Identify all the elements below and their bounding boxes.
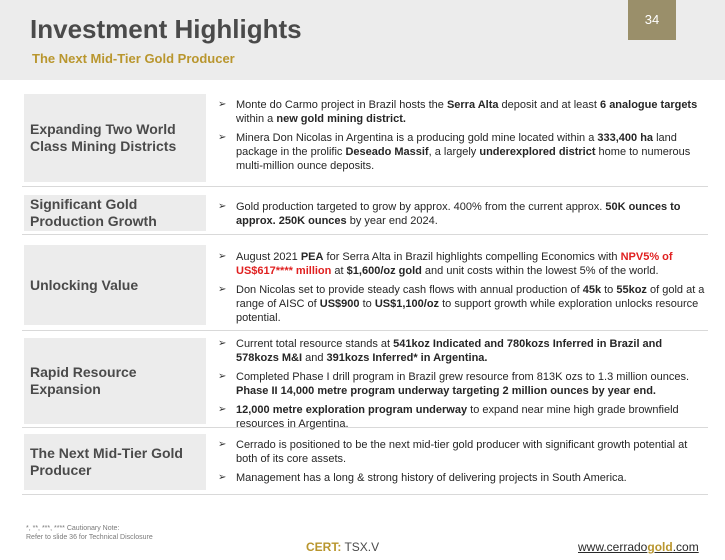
- highlight-row-5: [22, 432, 708, 495]
- bullet-text-segment: underexplored district: [479, 146, 596, 158]
- highlight-row-2: [22, 193, 708, 235]
- bullet-text-segment: Don Nicolas set to provide steady cash flows with annual production of: [236, 284, 583, 296]
- ticker-label: CERT:: [306, 540, 342, 554]
- bullet-text-segment: Cerrado is positioned to be the next mid-tier gold producer with significant growth potential at both of its core assets.: [236, 439, 688, 465]
- row-label: Rapid Resource Expansion: [24, 338, 206, 424]
- bullet-text-segment: land package in the prolific: [236, 132, 677, 158]
- bullet-text-segment: deposit and at least: [498, 99, 601, 111]
- bullet-item: [218, 471, 706, 485]
- row-label: The Next Mid-Tier Gold Producer: [24, 434, 206, 490]
- bullet-text-segment: and unit costs within the lowest 5% of the world.: [421, 265, 659, 277]
- bullet-text-segment: home to numerous multi-million ounce deposits.: [236, 146, 691, 172]
- bullet-text-segment: 333,400 ha: [597, 132, 654, 144]
- ticker-value: TSX.V: [341, 540, 380, 554]
- bullet-text-segment: Gold production targeted to grow by approx. 400% from the current approx.: [236, 201, 606, 213]
- bullet-text-segment: new gold mining district.: [276, 113, 406, 125]
- bullet-text-segment: 50K ounces to approx. 250K ounces: [236, 201, 681, 227]
- bullet-text-segment: 12,000 metre exploration program underway: [236, 404, 468, 416]
- website-link[interactable]: [578, 540, 699, 554]
- row-label: Unlocking Value: [24, 245, 206, 325]
- bullet-item: [218, 337, 706, 365]
- bullet-text-segment: NPV5% of US$617**** million: [236, 251, 673, 277]
- highlight-row-4: [22, 336, 708, 428]
- bullet-text-segment: Minera Don Nicolas in Argentina is a producing gold mine located within a: [236, 132, 598, 144]
- bullet-text-segment: Monte do Carmo project in Brazil hosts the: [236, 99, 447, 111]
- bullet-text-segment: to support growth while exploration unlocks resource potential.: [236, 298, 699, 324]
- bullet-text-segment: Completed Phase I drill program in Brazil grew resource from 813K ozs to 1.3 million ounces.: [236, 371, 690, 383]
- ticker-symbol: [306, 540, 379, 554]
- bullet-text-segment: Current total resource stands at: [236, 338, 394, 350]
- site-brand: gold: [647, 540, 673, 554]
- bullet-text-segment: within a: [236, 113, 277, 125]
- highlight-row-3: [22, 243, 708, 331]
- bullet-item: [218, 200, 706, 228]
- bullet-text-segment: at: [331, 265, 347, 277]
- bullet-text-segment: Management has a long & strong history of delivering projects in South America.: [236, 472, 627, 484]
- bullet-text-segment: US$1,100/oz: [374, 298, 440, 310]
- bullet-item: [218, 403, 706, 431]
- bullet-item: [218, 98, 706, 126]
- bullet-arrow-icon: ➢: [218, 251, 227, 262]
- site-prefix: www.cerrado: [578, 540, 648, 554]
- bullet-text-segment: to: [359, 298, 375, 310]
- bullet-item: [218, 283, 706, 325]
- bullet-arrow-icon: ➢: [218, 371, 227, 382]
- cautionary-footnote: [26, 524, 153, 542]
- bullet-text-segment: for Serra Alta in Brazil highlights compelling Economics with: [323, 251, 621, 263]
- bullet-text-segment: 391kozs Inferred* in Argentina.: [326, 352, 488, 364]
- bullet-list: [218, 98, 706, 178]
- bullet-arrow-icon: ➢: [218, 201, 227, 212]
- bullet-list: [218, 438, 706, 490]
- bullet-list: [218, 200, 706, 233]
- bullet-text-segment: 6 analogue targets: [600, 99, 698, 111]
- bullet-text-segment: and: [302, 352, 327, 364]
- highlight-row-1: [22, 92, 708, 187]
- footnote-line: Refer to slide 36 for Technical Disclosure: [26, 534, 153, 541]
- bullet-text-segment: to: [601, 284, 617, 296]
- row-label: Significant Gold Production Growth: [24, 195, 206, 231]
- bullet-text-segment: $1,600/oz gold: [346, 265, 422, 277]
- page-number-badge: 34: [628, 0, 676, 40]
- bullet-text-segment: by year end 2024.: [346, 215, 438, 227]
- bullet-text-segment: 541koz Indicated and 780kozs Inferred in Brazil and 578kozs M&I: [236, 338, 663, 364]
- bullet-arrow-icon: ➢: [218, 284, 227, 295]
- bullet-list: [218, 337, 706, 436]
- bullet-text-segment: US$900: [319, 298, 360, 310]
- bullet-arrow-icon: ➢: [218, 404, 227, 415]
- row-label: Expanding Two World Class Mining Districts: [24, 94, 206, 182]
- bullet-text-segment: Deseado Massif: [345, 146, 429, 158]
- footnote-line: *, **, ***, **** Cautionary Note:: [26, 525, 120, 532]
- page-subtitle: The Next Mid-Tier Gold Producer: [32, 51, 235, 66]
- bullet-item: [218, 370, 706, 398]
- site-suffix: .com: [672, 540, 699, 554]
- bullet-list: [218, 250, 706, 330]
- bullet-text-segment: 55koz: [616, 284, 647, 296]
- bullet-arrow-icon: ➢: [218, 439, 227, 450]
- bullet-text-segment: Serra Alta: [446, 99, 499, 111]
- bullet-arrow-icon: ➢: [218, 472, 227, 483]
- bullet-arrow-icon: ➢: [218, 132, 227, 143]
- bullet-arrow-icon: ➢: [218, 99, 227, 110]
- bullet-item: [218, 250, 706, 278]
- page-title: Investment Highlights: [30, 14, 302, 44]
- bullet-item: [218, 131, 706, 173]
- bullet-text-segment: PEA: [300, 251, 324, 263]
- bullet-text-segment: 45k: [582, 284, 602, 296]
- bullet-text-segment: , a largely: [428, 146, 480, 158]
- bullet-item: [218, 438, 706, 466]
- bullet-text-segment: Phase II 14,000 metre program underway targeting 2 million ounces by year end.: [236, 385, 656, 397]
- bullet-text-segment: to expand near mine high grade brownfield resources in Argentina.: [236, 404, 679, 430]
- bullet-arrow-icon: ➢: [218, 338, 227, 349]
- bullet-text-segment: August 2021: [236, 251, 301, 263]
- bullet-text-segment: of gold at a range of AISC of: [236, 284, 705, 310]
